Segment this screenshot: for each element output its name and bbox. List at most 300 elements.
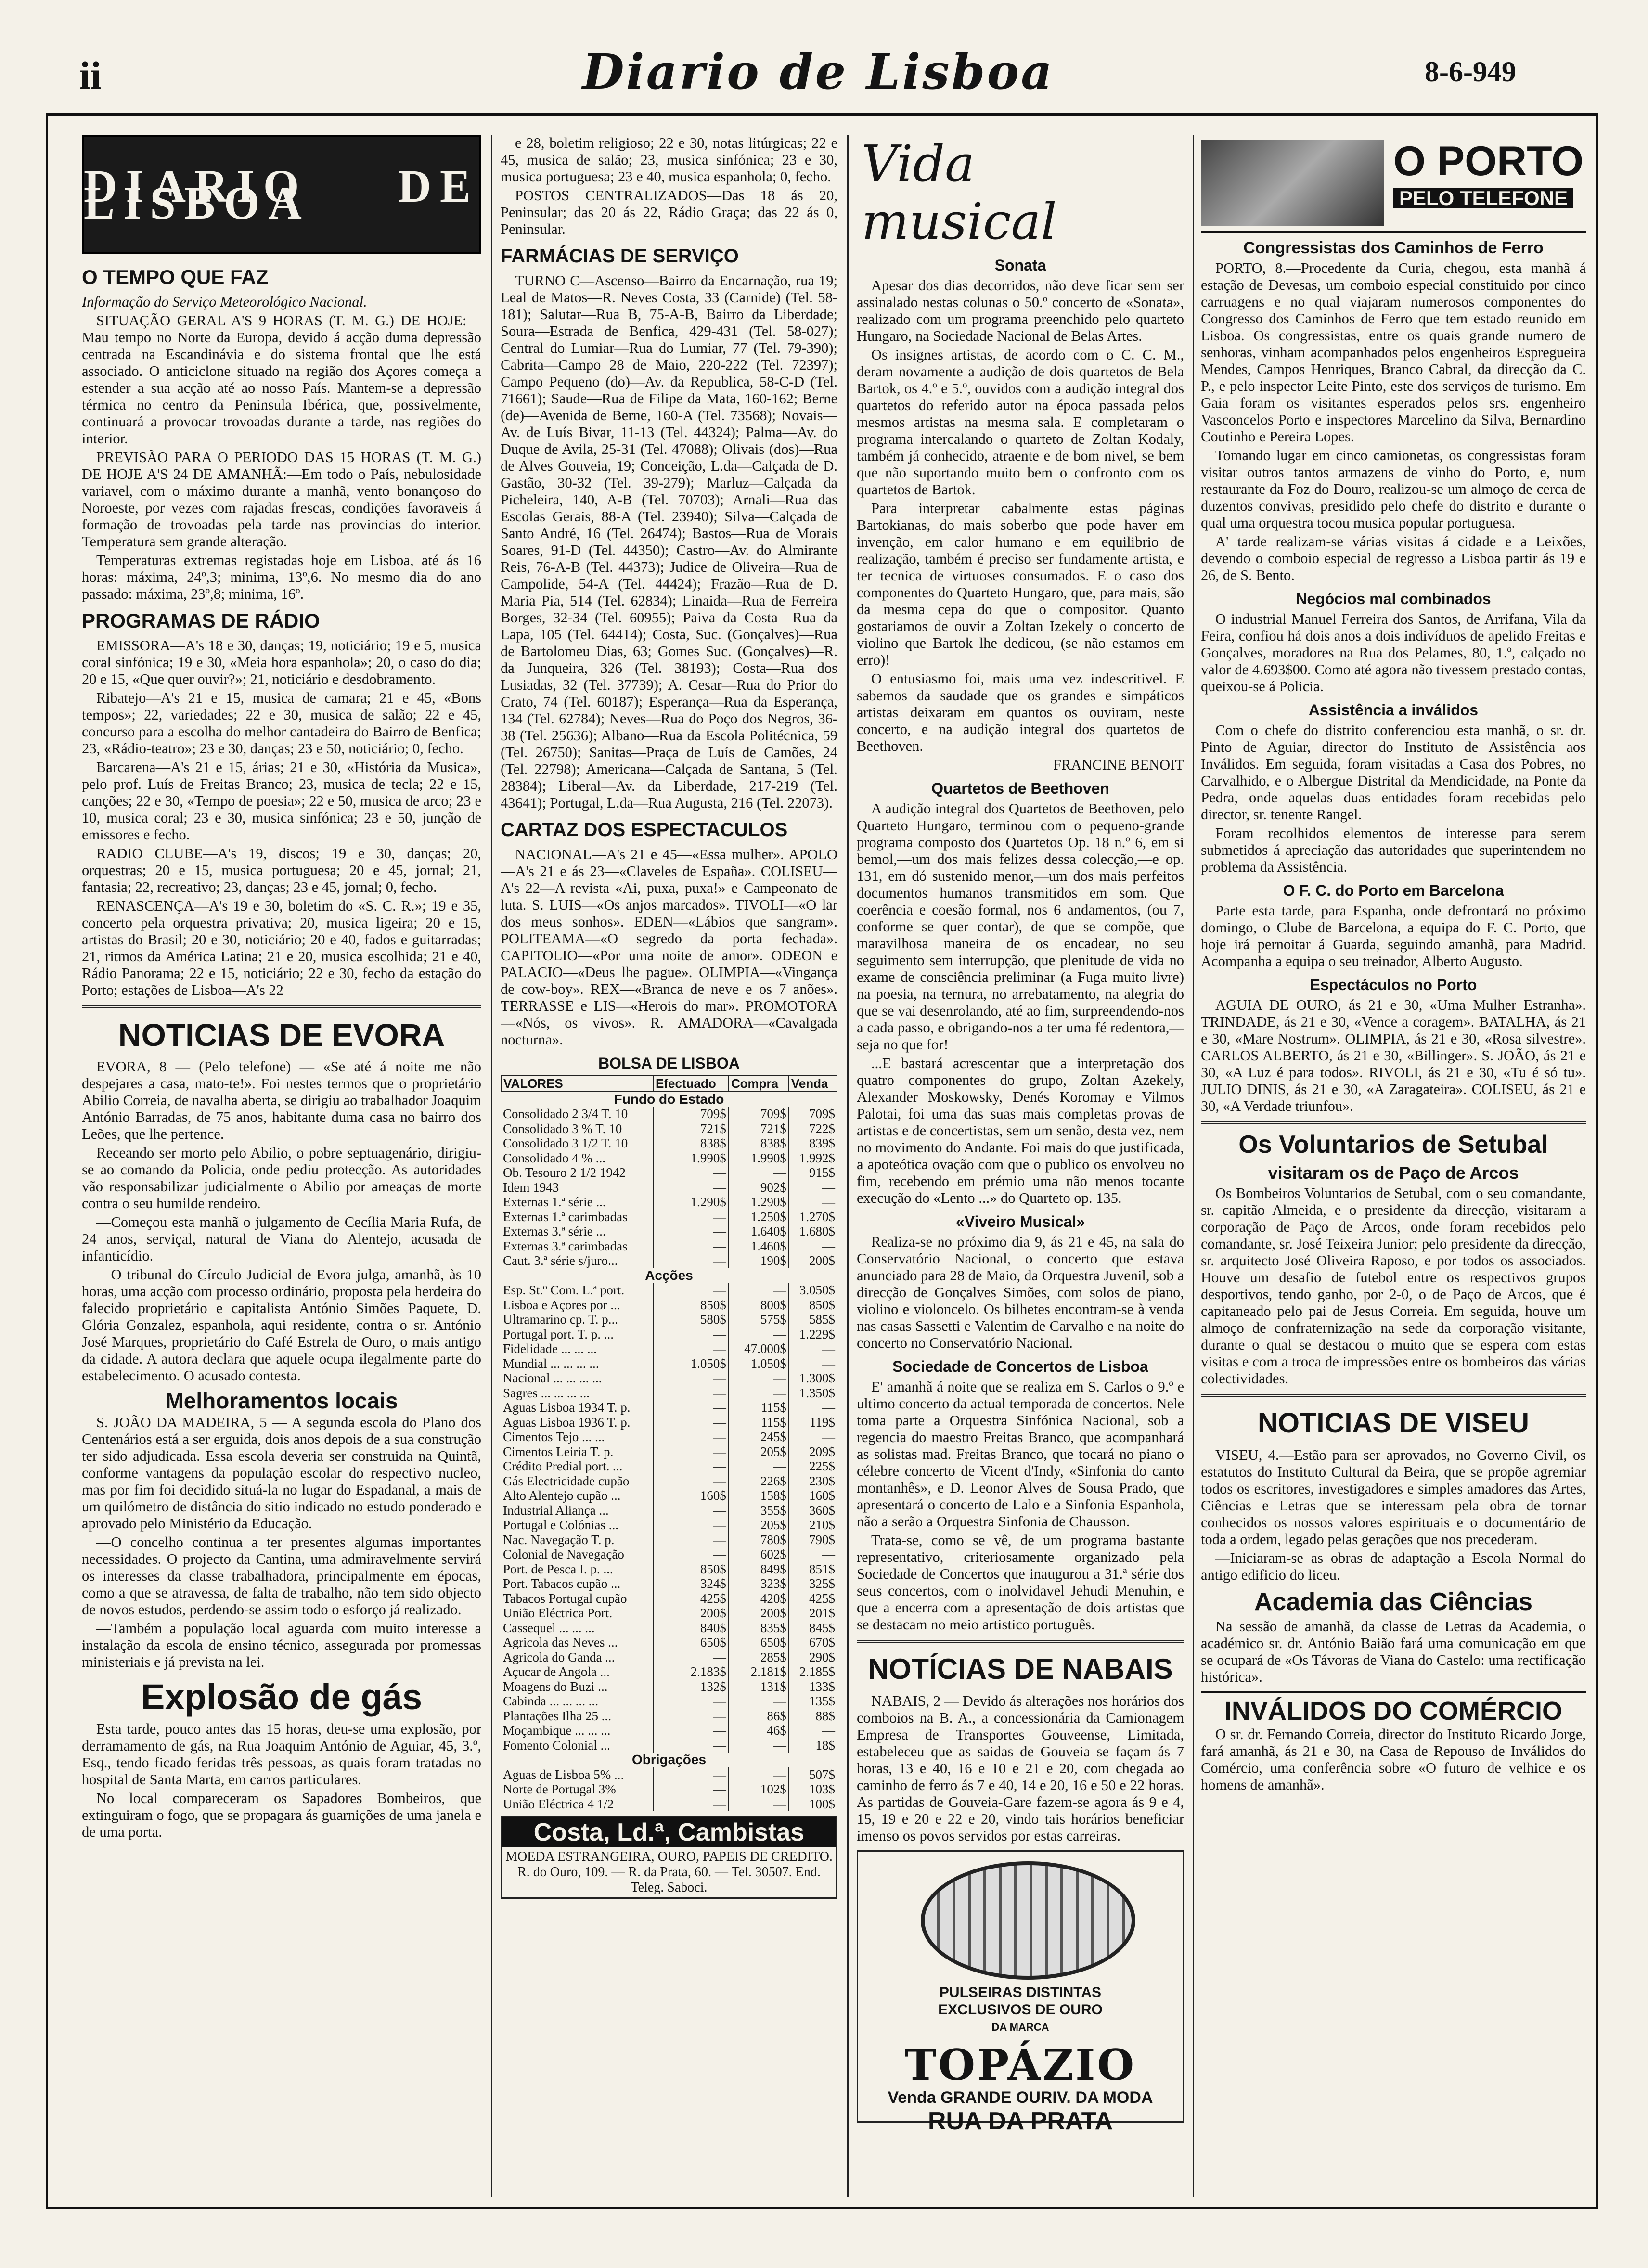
table-row — [501, 1180, 837, 1195]
radio-paragraph: Ribatejo—A's 21 e 15, musica de camara; 21 e 45, «Bons tempos»; 22, variedades; 22 e 30, musica de salão; 22 e 45, concurso para a escolha do melhor cantadeira do Bairro de Benfica; 23, «Rádio-teatro»; 23 e 30, danças; 23 e 50, noticiário; 0, fecho. — [82, 690, 481, 757]
security-name-cell: Externas 1.ª série ... — [503, 1195, 606, 1209]
farmacias-paragraph: TURNO C—Ascenso—Bairro da Encarnação, rua 19; Leal de Matos—R. Neves Costa, 33 (Carnide) (Tel. 58-181); Salutar—Rua B, 75-A-B, Bairro da Liberdade; Soura—Estrada de Benfica, 429-431 (Tel. 58-027); Central do Lumiar—Rua do Lumiar, 77 (Tel. 79-390); Cabrita—Campo 28 de Maio, 220-222 (Tel. 72397); Campo Pequeno (do)—Av. da Republica, 58-C-D (Tel. 71661); Saude—Rua de Filipe da Mata, 160-162; Berne (de)—Avenida de Berne, 160-A (Tel. 73568); Novais—Av. de Luís Bivar, 11-13 (Tel. 44324); Palma—Av. do Duque de Avila, 25-31 (Tel. 47088); Olivais (dos)—Rua de Alves Gouveia, 19; Conceição, L.da—Calçada de D. Gastão, 30-32 (Tel. 39-279); Marluz—Calçada da Picheleira, 140, A-B (Tel. 70703); Arnali—Rua das Escolas Gerais, 88-A (Tel. 23940); Silva—Calçada de Santo André, 16 (Tel. 26474); Bastos—Rua de Morais Soares, 91-D (Tel. 44350); Castro—Av. do Almirante Reis, 76-A-B (Tel. 44373); Judice de Oliveira—Rua de Campolide, 54-A (Tel. 44424); Frazão—Rua de D. Maria Pia, 514 (Tel. 62834); Linaida—Rua de Ferreira Borges, 32-34 (Tel. 60955); Paiva da Costa—Rua da Lapa, 105 (Tel. 64414); Costa, Suc. (Gonçalves)—Rua de Bartolomeu Dias, 63; Gomes Suc. (Gonçalves)—R. da Junqueira, 326 (Tel. 38193); Costa—Rua dos Lusiadas, 32 (Tel. 37739); A. Cesar—Rua do Prior do Crato, 74 (Tel. 60187); Esperança—Rua da Esperança, 134 (Tel. 62784); Neves—Rua do Poço dos Negros, 36-38 (Tel. 25636); Albano—Rua da Escola Politécnica, 59 (Tel. 26750); Sanitas—Praça de Luís de Camões, 24 (Tel. 22798); Americana—Calçada de Santana, 5 (Tel. 28384); Liberal—Av. da Liberdade, 217-219 (Tel. 43641); Portugal, L.da—Rua Augusta, 216 (Tel. 22073). — [501, 272, 837, 811]
price-cell: 721$ — [729, 1121, 789, 1136]
price-cell: 2.181$ — [729, 1664, 789, 1679]
price-cell: — — [789, 1356, 837, 1371]
weather-paragraph: PREVISÃO PARA O PERIODO DAS 15 HORAS (T. M. G.) DE HOJE A'S 24 DE AMANHÃ:—Em todo o País, nebulosidade variavel, com o máximo durante a manhã, vento bonançoso do Noroeste, por vezes com rajadas frescas, condições favoraveis á formação de trovoadas pela tarde nas provincias do interior. Temperatura sem grande alteração. — [82, 449, 481, 550]
security-name-cell: Esp. St.º Com. L.ª port. — [503, 1283, 625, 1297]
price-cell: 709$ — [653, 1107, 729, 1121]
table-row — [501, 1679, 837, 1694]
price-cell: 580$ — [653, 1312, 729, 1327]
price-cell: 200$ — [729, 1606, 789, 1621]
section-rule — [1201, 1394, 1586, 1397]
price-cell: 602$ — [729, 1547, 789, 1562]
price-cell: 209$ — [789, 1444, 837, 1459]
price-cell: 1.460$ — [729, 1239, 789, 1254]
price-cell: — — [653, 1474, 729, 1489]
price-cell: 845$ — [789, 1621, 837, 1636]
table-row — [501, 1518, 837, 1533]
price-cell: 360$ — [789, 1503, 837, 1518]
price-cell: — — [729, 1386, 789, 1401]
price-cell: 790$ — [789, 1533, 837, 1547]
nabais-paragraph: NABAIS, 2 — Devido ás alterações nos horários dos comboios na B. A., a concessionária da Camionagem Empresa de Transportes Gouveense, Limitada, estabeleceu que as saidas de Gouveia se façam ás 7 horas, 13 e 40, 16 e 10 e 21 e 20, com chegada ao caminho de ferro ás 7 e 40, 14 e 20, 16 e 50 e 22 horas. As partidas de Gouveia-Gare fazem-se agora ás 9 e 4, 15, 19 e 20 e 22 e 20, vindo tais horários beneficiar imenso os povos servidos por estas carreiras. — [857, 1693, 1184, 1844]
price-cell: — — [653, 1371, 729, 1386]
table-section-label: Acções — [645, 1267, 693, 1283]
price-cell: 230$ — [789, 1474, 837, 1489]
price-cell: — — [653, 1459, 729, 1474]
price-cell: 1.290$ — [653, 1195, 729, 1210]
table-row — [501, 1165, 837, 1180]
explosao-paragraph: No local compareceram os Sapadores Bombeiros, que extinguiram o fogo, que se propagara ás guarnições de uma janela e de uma porta. — [82, 1790, 481, 1840]
col-header: Venda — [789, 1076, 837, 1092]
table-row — [501, 1430, 837, 1444]
table-row — [501, 1107, 837, 1121]
evora-paragraph: —O tribunal do Círculo Judicial de Evora julga, amanhã, às 10 horas, uma acção com processo ordinário, proposta pela herdeira do falecido proprietário e capitalista António Simões Paquete, D. Glória Gonzalez, espanhola, aqui residente, contra o sr. António José Marques, proprietário do Café Estrela de Ouro, o mais antigo da cidade. A autora declara que aquele ocupa ilegalmente parte do estabelecimento. O acusado contesta. — [82, 1266, 481, 1384]
table-row — [501, 1738, 837, 1753]
price-cell: 585$ — [789, 1312, 837, 1327]
price-cell: 285$ — [729, 1650, 789, 1665]
price-cell: — — [729, 1371, 789, 1386]
sociedade-concertos-paragraph: Trata-se, como se vê, de um programa bastante representativo, criteriosamente organizado pela Sociedade de Concertos que inaugurou a 31.ª série dos seus concertos, com o inolvidavel Jehudi Menuhin, e que a encerra com a apresentação de dois artistas que se destacam no meio artistico português. — [857, 1532, 1184, 1633]
evora-heading: NOTICIAS DE EVORA — [118, 1017, 445, 1053]
price-cell: 245$ — [729, 1430, 789, 1444]
price-cell: 132$ — [653, 1679, 729, 1694]
table-row — [501, 1415, 837, 1430]
price-cell: 850$ — [789, 1298, 837, 1313]
table-row — [501, 1356, 837, 1371]
security-name-cell: Cassequel ... ... ... — [503, 1620, 595, 1635]
evora-paragraph: Receando ser morto pelo Abilio, o pobre septuagenário, dirigiu-se ao comando da Policia, onde pediu protecção. As autoridades vão responsabilizar judicialmente o Abilio por ameaças de morte contra o seu humilde rendeiro. — [82, 1145, 481, 1211]
price-cell: 849$ — [729, 1562, 789, 1577]
voluntarios-paragraph: Os Bombeiros Voluntarios de Setubal, com o seu comandante, sr. capitão Almeida, e o presidente da direcção, visitaram a corporação de Paço de Arcos, onde foram recebidos pelo comandante, sr. José Teixeira Junior; pelo presidente da direcção, sr. arquitecto José Oliveira Raposo, e por todos os associados. Houve um desafio de futebol entre os respectivos grupos desportivos, tendo ganho, por 2-0, o de Paço de Arcos, que é capitaneado pelo pai de Jesus Correia. Em seguida, houve um almoço de confraternização na sede da corporação visitante, durante o qual se destacou o muito que se espera com estas visitas e com a troca de impressões entre os bombeiros das várias colectividades. — [1201, 1185, 1586, 1387]
price-cell: — — [789, 1723, 837, 1738]
issue-date: 8-6-949 — [1425, 56, 1516, 88]
price-cell: 115$ — [729, 1415, 789, 1430]
security-name-cell: Agricola das Neves ... — [503, 1635, 618, 1649]
table-row — [501, 1400, 837, 1415]
security-name-cell: Caut. 3.ª série s/juro... — [503, 1253, 618, 1268]
radio-paragraph: RENASCENÇA—A's 19 e 30, boletim do «S. C. R.»; 19 e 35, concerto pela orquestra privativa; 20, musica ligeira; 20 e 15, artistas do Brasil; 20 e 30, noticiário; 20 e 40, fados e guitarradas; 21, ritmos da América Latina; 21 e 20, musica escolhida; 21 e 40, Rádio Panorama; 22 e 15, noticiário; 22 e 30, fecho da estação do Porto; estações de Lisboa—A's 22 — [82, 898, 481, 998]
price-cell: — — [653, 1165, 729, 1180]
porto-subtitle: PELO TELEFONE — [1393, 188, 1573, 208]
column-divider — [847, 135, 849, 2197]
assistencia-paragraph: Com o chefe do distrito conferenciou esta manhã, o sr. dr. Pinto de Aguiar, director do Instituto de Assistência aos Inválidos. Em seguida, foram visitadas a Casa dos Pobres, no Carvalhido, e o Albergue Distrital da Mendicidade, na Ponte da Pedra, onde aquelas duas entidades foram recebidas pelo director, sr. tenente Rangel. — [1201, 722, 1586, 823]
price-cell: 800$ — [729, 1298, 789, 1313]
congressistas-paragraph: PORTO, 8.—Procedente da Curia, chegou, esta manhã á estação de Devesas, um comboio especial constituido por cinco carruagens e no qual viajaram numerosos componentes do Congresso dos Caminhos de Ferro que tem estado reunido em Lisboa. Os congressistas, entre os quais grande numero de senhoras, vinham acompanhados pelos engenheiros Espregueira Mendes, Campos Henriques, Branco Cabral, da direcção da C. P., e pelo inspector Leite Pinto, este dos serviços de turismo. Em Gaia foram os visitantes esperados pelos srs. engenheiro Vasconcelos Porto e inspectores Marcelino da Silva, Bernardino Coutinho e Pereira Lopes. — [1201, 260, 1586, 445]
price-cell: 226$ — [729, 1474, 789, 1489]
col-header: Efectuado — [653, 1076, 729, 1092]
assistencia-paragraph: Foram recolhidos elementos de interesse para serem submetidos á apreciação das autoridades que superintendem no problema da Assistência. — [1201, 825, 1586, 875]
price-cell: — — [653, 1415, 729, 1430]
price-cell: — — [653, 1797, 729, 1812]
price-cell: 205$ — [729, 1444, 789, 1459]
price-cell: 1.050$ — [653, 1356, 729, 1371]
beethoven-paragraph: ...E bastará acrescentar que a interpretação dos quatro componentes do grupo, Zoltan Azekely, Alexander Moskowsky, Denés Koromay e Vilmos Palotai, foi uma das suas mais completas provas de artistas e de concertistas, sem um senão, desta vez, nem no movimento do Andante. Foi mais do que justificada, a apoteótica ovação com que o publico os envolveu no fim, recebendo em prémio uma não menos tocante execução do «Lento ...» do Quarteto op. 135. — [857, 1055, 1184, 1206]
price-cell: — — [653, 1503, 729, 1518]
table-row — [501, 1474, 837, 1489]
cartaz-paragraph: NACIONAL—A's 21 e 45—«Essa mulher». APOLO—A's 21 e ás 23—«Claveles de España». COLISEU—A's 22—A revista «Ai, puxa, puxa!» e Campeonato de luta. S. LUIS—«Os anjos marcados». TIVOLI—«O lar dos meus sonhos». EDEN—«Lábios que sangram». POLITEAMA—«O segredo da porta fechada». CAPITOLIO—«Por uma noite de amor». ODEON e PALACIO—«Deus lhe pague». OLIMPIA—«Vingança de cow-boy». REX—«Branca de neve e os 7 anões». TERRASSE e LIS—«Herois do mar». PROMOTORA—«Nós, os vivos». R. AMADORA—«Cavalgada nocturna». — [501, 846, 837, 1048]
table-row — [501, 1606, 837, 1621]
table-header-row — [501, 1076, 837, 1092]
invalidos-paragraph: O sr. dr. Fernando Correia, director do Instituto Ricardo Jorge, fará amanhã, ás 21 e 30, na Casa de Repouso de Inválidos do Comércio, uma conferência sobre «O futuro de velhice e os homens de amanhã». — [1201, 1726, 1586, 1793]
price-cell: — — [789, 1180, 837, 1195]
table-row — [501, 1459, 837, 1474]
explosao-heading: Explosão de gás — [141, 1677, 422, 1717]
price-cell: 131$ — [729, 1679, 789, 1694]
sonata-paragraph: Apesar dos dias decorridos, não deve ficar sem ser assinalado nestas colunas o 50.º concerto de «Sonata», realizado com um programa preenchido pelo quarteto Hungaro, na Sociedade Nacional de Belas Artes. — [857, 277, 1184, 344]
fcporto-paragraph: Parte esta tarde, para Espanha, onde defrontará no próximo domingo, o Clube de Barcelona, a equipa do F. C. Porto, que hoje irá pernoitar á Guarda, seguindo amanhã, para Madrid. Acompanha a equipa o seu treinador, Alberto Augusto. — [1201, 902, 1586, 969]
melhoramentos-paragraph: —O concelho continua a ter presentes algumas importantes necessidades. O projecto da Cantina, uma admiravelmente servirá os interesses da classe trabalhadora, principalmente em épocas, como a que se atravessa, de falta de trabalho, não tem sido objecto de novos estudos, perdendo-se assim todo o esforço já realizado. — [82, 1534, 481, 1618]
price-cell: 1.050$ — [729, 1356, 789, 1371]
bracelet-illustration — [921, 1861, 1135, 1980]
bolsa-table-body — [501, 1092, 837, 1812]
bolsa-table — [501, 1075, 837, 1811]
price-cell: 915$ — [789, 1165, 837, 1180]
radio-heading: PROGRAMAS DE RÁDIO — [82, 609, 320, 632]
price-cell: 839$ — [789, 1136, 837, 1151]
price-cell: 200$ — [789, 1253, 837, 1268]
price-cell: 838$ — [653, 1136, 729, 1151]
advert-text — [858, 1984, 1183, 2135]
espectaculos-heading: Espectáculos no Porto — [1310, 976, 1477, 993]
academia-paragraph: Na sessão de amanhã, da classe de Letras da Academia, o académico sr. dr. António Baião fará uma comunicação em que se ocupará de «Os Távoras de Viana do Castelo: uma rectificação histórica». — [1201, 1618, 1586, 1685]
table-row — [501, 1782, 837, 1797]
table-row — [501, 1239, 837, 1254]
table-row — [501, 1664, 837, 1679]
security-name-cell: Port. Tabacos cupão ... — [503, 1576, 621, 1591]
nabais-heading: NOTÍCIAS DE NABAIS — [868, 1653, 1173, 1685]
security-name-cell: Nacional ... ... ... ... — [503, 1371, 602, 1385]
price-cell: — — [729, 1459, 789, 1474]
price-cell: — — [653, 1341, 729, 1356]
page-header — [0, 0, 1648, 111]
table-section-label: Fundo do Estado — [614, 1091, 724, 1107]
security-name-cell: Externas 3.ª série ... — [503, 1224, 606, 1238]
security-name-cell: Externas 1.ª carimbadas — [503, 1209, 628, 1224]
price-cell: 709$ — [789, 1107, 837, 1121]
security-name-cell: Consolidado 2 3/4 T. 10 — [503, 1107, 628, 1121]
price-cell: 1.990$ — [653, 1151, 729, 1166]
price-cell: — — [653, 1239, 729, 1254]
security-name-cell: Colonial de Navegação — [503, 1547, 624, 1561]
price-cell: 722$ — [789, 1121, 837, 1136]
melhoramentos-heading: Melhoramentos locais — [165, 1388, 398, 1413]
evora-paragraph: EVORA, 8 — (Pelo telefone) — «Se até á noite me não despejares a casa, mato-te!». Foi nestes termos que o proprietário Abilio Correia, de navalha aberta, se dirigiu ao trabalhador Joaquim António Barradas, de 75 anos, habitante duma casa no bairro dos Leões, que lhe pertence. — [82, 1058, 481, 1142]
weather-paragraph: SITUAÇÃO GERAL A'S 9 HORAS (T. M. G.) DE HOJE:—Mau tempo no Norte da Europa, devido á acção duma depressão centrada na Escandinávia e do sistema frontal que lhe está associado. O anticiclone situado na região dos Açores começa a estender a sua acção até ao nosso País. Mantem-se a depressão térmica no centro da Peninsula Ibérica, que, possivelmente, continuará a provocar trovoadas durante a tarde, nas regiões do interior. — [82, 312, 481, 447]
price-cell: 115$ — [729, 1400, 789, 1415]
topazio-advert — [857, 1850, 1184, 2135]
price-cell: — — [653, 1547, 729, 1562]
price-cell: 133$ — [789, 1679, 837, 1694]
viseu-paragraph: —Iniciaram-se as obras de adaptação a Escola Normal do antigo edificio do liceu. — [1201, 1550, 1586, 1583]
table-section-row — [501, 1753, 837, 1767]
price-cell: 1.990$ — [729, 1151, 789, 1166]
security-name-cell: União Eléctrica Port. — [503, 1606, 613, 1620]
price-cell: — — [729, 1738, 789, 1753]
melhoramentos-paragraph: S. JOÃO DA MADEIRA, 5 — A segunda escola do Plano dos Centenários está a ser erguida, dois anos depois de a sua construção ter sido adjudicada. Essa escola deveria ser construida na Quintã, conforme vantagens da população escolar do respectivo nucleo, mas por fim foi decidido situá-la no lugar do Espadanal, a mais de um quilómetro de distância do sitio indicado no estudo ponderado e aprovado pelo Ministério da Educação. — [82, 1414, 481, 1532]
security-name-cell: Port. de Pesca I. p. ... — [503, 1561, 613, 1576]
security-name-cell: Agricola do Ganda ... — [503, 1649, 615, 1664]
price-cell: 190$ — [729, 1253, 789, 1268]
price-cell: 1.992$ — [789, 1151, 837, 1166]
column-3 — [857, 135, 1184, 2197]
column-divider — [1193, 135, 1194, 2197]
col-header: VALORES — [501, 1076, 653, 1092]
radio-paragraph: RADIO CLUBE—A's 19, discos; 19 e 30, danças; 20, orquestras; 20 e 15, musica portuguesa; 20 e 45, jornal; 21, fantasia; 22, recreativo; 23, danças; 23 e 45, jornal; 0, fecho. — [82, 845, 481, 895]
price-cell: 721$ — [653, 1121, 729, 1136]
table-row — [501, 1650, 837, 1665]
price-cell: 1.270$ — [789, 1210, 837, 1224]
price-cell: 200$ — [653, 1606, 729, 1621]
vida-musical-title: Vida musical — [862, 135, 1057, 251]
assistencia-heading: Assistência a inválidos — [1308, 701, 1479, 719]
sonata-paragraph: Os insignes artistas, de acordo com o C. C. M., deram novamente a audição de dois quartetos de Bela Bartok, os 4.º e 5.º, ouvidos com a audição integral dos quartetos do referido autor na época passada pelos mesmos artistas na mesma sala. E completaram o programa intercalando o quarteto de Zoltan Kodaly, também já conhecido, atraente e de bom nivel, se bem que não suportando muito bem o confronto com os quartetos de Bartok. — [857, 347, 1184, 498]
table-row — [501, 1621, 837, 1636]
radio-paragraph: Barcarena—A's 21 e 15, árias; 21 e 30, «História da Musica», pelo prof. Luís de Freitas Branco; 23, musica de tecla; 22 e 15, canções; 22 e 30, «Tempo de poesia»; 22 e 50, musica de arco; 23 e 10, musica coral; 23 e 30, musica sinfónica; 23 e 50, junção de emissores e fecho. — [82, 759, 481, 843]
price-cell: — — [653, 1224, 729, 1239]
price-cell: — — [653, 1400, 729, 1415]
price-cell: 18$ — [789, 1738, 837, 1753]
security-name-cell: Mundial ... ... ... ... — [503, 1356, 599, 1371]
porto-bridge-illustration — [1201, 140, 1384, 226]
price-cell: 851$ — [789, 1562, 837, 1577]
security-name-cell: Açucar de Angola ... — [503, 1664, 610, 1679]
table-row — [501, 1709, 837, 1724]
table-row — [501, 1503, 837, 1518]
table-row — [501, 1298, 837, 1313]
price-cell: — — [653, 1444, 729, 1459]
table-row — [501, 1533, 837, 1547]
price-cell: 1.300$ — [789, 1371, 837, 1386]
security-name-cell: Ob. Tesouro 2 1/2 1942 — [503, 1165, 626, 1180]
price-cell: — — [729, 1327, 789, 1342]
postos-paragraph: POSTOS CENTRALIZADOS—Das 18 ás 20, Peninsular; das 20 ás 22, Rádio Graça; das 22 ás 0, Peninsular. — [501, 187, 837, 237]
table-row — [501, 1591, 837, 1606]
security-name-cell: Gás Electricidade cupão — [503, 1473, 630, 1488]
security-name-cell: Industrial Aliança ... — [503, 1503, 609, 1518]
evora-paragraph: —Começou esta manhã o julgamento de Cecília Maria Rufa, de 24 anos, serviçal, natural de Viana do Alentejo, acusada de infanticídio. — [82, 1214, 481, 1264]
price-cell: 160$ — [789, 1488, 837, 1503]
security-name-cell: Alto Alentejo cupão ... — [503, 1488, 621, 1503]
column-divider — [491, 135, 492, 2197]
price-cell: 46$ — [729, 1723, 789, 1738]
table-row — [501, 1121, 837, 1136]
table-row — [501, 1341, 837, 1356]
price-cell: 670$ — [789, 1635, 837, 1650]
beethoven-paragraph: A audição integral dos Quartetos de Beethoven, pelo Quarteto Hungaro, terminou com o pequeno-grande programa composto dos Quartetos Op. 18 n.º 6, em si bemol,—um dos mais felizes dessa colecção,—e op. 131, em dó sustenido menor,—um dos mais perfeitos documentos humanos transmitidos em som. Que coerência e coesão formal, nos 6 andamentos, (ou 7, conforme se quer contar), de que se compõe, que maravilhosa maneira de os encadear, no seu seguimento sem interrupção, que plenitude de vida no exame de consciência preliminar (a Fuga muito livre) na poesia, na ternura, no arrebatamento, na alegria do que se vai desenrolando, até ao fim, surpreendendo-nos a cada passo, e obrigando-nos a ter uma fé redentora,—seja no que for! — [857, 800, 1184, 1053]
price-cell: 650$ — [653, 1635, 729, 1650]
voluntarios-heading: Os Voluntarios de Setubal — [1238, 1131, 1548, 1159]
column-1 — [82, 135, 481, 2197]
price-cell: 1.640$ — [729, 1224, 789, 1239]
price-cell: 1.350$ — [789, 1386, 837, 1401]
security-name-cell: União Eléctrica 4 1/2 — [503, 1796, 614, 1811]
advert-address: RUA DA PRATA — [927, 2107, 1113, 2135]
invalidos-heading: INVÁLIDOS DO COMÉRCIO — [1201, 1691, 1586, 1726]
price-cell: — — [729, 1797, 789, 1812]
porto-title: O PORTO — [1393, 138, 1584, 184]
table-section-label: Obrigações — [631, 1752, 707, 1767]
espectaculos-paragraph: AGUIA DE OURO, ás 21 e 30, «Uma Mulher Estranha». TRINDADE, ás 21 e 30, «Vence a coragem». BATALHA, ás 21 e 30, «Mare Nostrum». OLIMPIA, ás 21 e 30, «Rosa silvestre». CARLOS ALBERTO, ás 21 e 30, «Billinger». S. JOÃO, ás 21 e 30, «A Luz é para todos». RIVOLI, ás 21 e 30, «Tu é só tu». JULIO DINIS, ás 21 e 30, «A Zaragateira». COLISEU, ás 21 e 30, «A Verdade triunfou». — [1201, 997, 1586, 1114]
price-cell: — — [653, 1180, 729, 1195]
price-cell: — — [789, 1341, 837, 1356]
advert-line: PULSEIRAS DISTINTAS — [939, 1984, 1102, 2000]
price-cell: — — [789, 1430, 837, 1444]
beethoven-heading: Quartetos de Beethoven — [931, 780, 1109, 797]
section-rule — [82, 1005, 481, 1008]
price-cell: — — [653, 1210, 729, 1224]
price-cell: 425$ — [789, 1591, 837, 1606]
price-cell: 425$ — [653, 1591, 729, 1606]
advert-brand: TOPÁZIO — [904, 2040, 1136, 2090]
section-rule — [1201, 1121, 1586, 1124]
price-cell: 210$ — [789, 1518, 837, 1533]
price-cell: 205$ — [729, 1518, 789, 1533]
price-cell: 835$ — [729, 1621, 789, 1636]
security-name-cell: Cabinda ... ... ... ... — [503, 1694, 598, 1708]
price-cell: — — [653, 1694, 729, 1709]
table-row — [501, 1562, 837, 1577]
price-cell: — — [789, 1547, 837, 1562]
price-cell: 47.000$ — [729, 1341, 789, 1356]
price-cell: 201$ — [789, 1606, 837, 1621]
security-name-cell: Idem 1943 — [503, 1180, 559, 1195]
viveiro-paragraph: Realiza-se no próximo dia 9, ás 21 e 45, na sala do Conservatório Nacional, o concerto que estava anunciado para 28 de Maio, da Orquestra Juvenil, sob a direcção de Gonçalves Simões, com solos de piano, violino e violoncelo. Os bilhetes encontram-se à venda nas casas Sassetti e Valentim de Carvalho e na noite do concerto no Conservatório Nacional. — [857, 1234, 1184, 1351]
sonata-paragraph: O entusiasmo foi, mais uma vez indescritivel. E sabemos da saudade que os grandes e simpáticos artistas deixaram em quantos os ouviram, neste concerto, e na audição integral dos quartetos de Beethoven. — [857, 670, 1184, 754]
table-section-row — [501, 1092, 837, 1107]
price-cell: 160$ — [653, 1488, 729, 1503]
price-cell: 135$ — [789, 1694, 837, 1709]
price-cell: 88$ — [789, 1709, 837, 1724]
price-cell: 225$ — [789, 1459, 837, 1474]
price-cell: 103$ — [789, 1782, 837, 1797]
price-cell: 86$ — [729, 1709, 789, 1724]
price-cell: — — [653, 1327, 729, 1342]
security-name-cell: Crédito Predial port. ... — [503, 1459, 623, 1473]
table-row — [501, 1723, 837, 1738]
price-cell: — — [653, 1253, 729, 1268]
viveiro-heading: «Viveiro Musical» — [956, 1213, 1085, 1230]
academia-heading: Academia das Ciências — [1254, 1588, 1533, 1616]
advert-line: EXCLUSIVOS DE OURO — [938, 2002, 1103, 2018]
price-cell: — — [729, 1694, 789, 1709]
price-cell: 650$ — [729, 1635, 789, 1650]
security-name-cell: Consolidado 4 % ... — [503, 1150, 605, 1165]
price-cell: 100$ — [789, 1797, 837, 1812]
page-number: ii — [79, 53, 102, 97]
table-row — [501, 1797, 837, 1812]
price-cell: — — [729, 1165, 789, 1180]
price-cell: — — [653, 1767, 729, 1782]
security-name-cell: Fomento Colonial ... — [503, 1738, 610, 1753]
price-cell: 902$ — [729, 1180, 789, 1195]
price-cell: — — [653, 1283, 729, 1298]
table-row — [501, 1151, 837, 1166]
price-cell: 850$ — [653, 1298, 729, 1313]
security-name-cell: Plantações Ilha 25 ... — [503, 1708, 611, 1723]
fcporto-heading: O F. C. do Porto em Barcelona — [1283, 882, 1504, 899]
congressistas-paragraph: A' tarde realizam-se várias visitas á cidade e a Leixões, devendo o comboio especial de regresso a Lisboa partir ás 19 e 26, de S. Bento. — [1201, 533, 1586, 583]
section-rule — [857, 1640, 1184, 1643]
table-row — [501, 1694, 837, 1709]
price-cell: 325$ — [789, 1576, 837, 1591]
sonata-heading: Sonata — [994, 257, 1046, 274]
negocios-paragraph: O industrial Manuel Ferreira dos Santos, de Arrifana, Vila da Feira, confiou há dois anos a dois indivíduos de apelido Freitas e Gonçalves, moradores na Rua dos Pelames, 80, 1.º, calçado no valor de 4.693$00. Como até agora não tivessem prestado contas, queixou-se á Policia. — [1201, 611, 1586, 695]
table-row — [501, 1635, 837, 1650]
table-row — [501, 1444, 837, 1459]
price-cell: 1.290$ — [729, 1195, 789, 1210]
table-row — [501, 1386, 837, 1401]
sociedade-concertos-heading: Sociedade de Concertos de Lisboa — [892, 1358, 1148, 1375]
price-cell: — — [789, 1195, 837, 1210]
newspaper-page — [46, 113, 1598, 2209]
price-cell: 507$ — [789, 1767, 837, 1782]
security-name-cell: Cimentos Leiria T. p. — [503, 1444, 614, 1459]
security-name-cell: Moçambique ... ... ... — [503, 1723, 611, 1738]
security-name-cell: Tabacos Portugal cupão — [503, 1591, 627, 1606]
price-cell: 102$ — [729, 1782, 789, 1797]
security-name-cell: Moagens do Buzi ... — [503, 1679, 608, 1694]
table-row — [501, 1312, 837, 1327]
price-cell: 1.680$ — [789, 1224, 837, 1239]
price-cell: — — [653, 1650, 729, 1665]
price-cell: 575$ — [729, 1312, 789, 1327]
advert-line: Venda GRANDE OURIV. DA MODA — [888, 2088, 1153, 2107]
price-cell: — — [789, 1400, 837, 1415]
table-row — [501, 1136, 837, 1151]
security-name-cell: Consolidado 3 % T. 10 — [503, 1121, 622, 1136]
table-section-row — [501, 1268, 837, 1283]
weather-subtitle: Informação do Serviço Meteorológico Nacional. — [82, 294, 367, 310]
security-name-cell: Lisboa e Açores por ... — [503, 1297, 620, 1312]
negocios-heading: Negócios mal combinados — [1296, 590, 1491, 607]
price-cell: 3.050$ — [789, 1283, 837, 1298]
price-cell: 838$ — [729, 1136, 789, 1151]
table-row — [501, 1371, 837, 1386]
col-header: Compra — [729, 1076, 789, 1092]
price-cell: 840$ — [653, 1621, 729, 1636]
security-name-cell: Fidelidade ... ... ... — [503, 1341, 597, 1356]
explosao-paragraph: Esta tarde, pouco antes das 15 horas, deu-se uma explosão, por derramamento de gás, na Rua Joaquim António de Aguiar, 45, 3.º, Esq., tendo ficado feridas três pessoas, as quais foram tratadas no hospital de Santa Marta, em carros particulares. — [82, 1721, 481, 1788]
price-cell: — — [653, 1738, 729, 1753]
price-cell: 2.185$ — [789, 1664, 837, 1679]
security-name-cell: Portugal port. T. p. ... — [503, 1327, 614, 1341]
viseu-heading: NOTICIAS DE VISEU — [1258, 1407, 1529, 1439]
price-cell: 324$ — [653, 1576, 729, 1591]
security-name-cell: Aguas Lisboa 1936 T. p. — [503, 1415, 631, 1430]
price-cell: — — [653, 1782, 729, 1797]
masthead: Diario de Lisboa — [582, 43, 1055, 100]
voluntarios-subheading: visitaram os de Paço de Arcos — [1268, 1163, 1519, 1183]
price-cell: — — [789, 1239, 837, 1254]
farmacias-heading: FARMÁCIAS DE SERVIÇO — [501, 245, 739, 267]
price-cell: — — [653, 1386, 729, 1401]
security-name-cell: Aguas de Lisboa 5% ... — [503, 1767, 624, 1782]
table-row — [501, 1283, 837, 1298]
security-name-cell: Norte de Portugal 3% — [503, 1782, 616, 1796]
weather-paragraph: Temperaturas extremas registadas hoje em Lisboa, até ás 16 horas: máxima, 24º,3; minima, 13º,6. No mesmo dia do ano passado: máxima, 23º,8; minima, 16º. — [82, 552, 481, 602]
congressistas-heading: Congressistas dos Caminhos de Ferro — [1243, 239, 1544, 257]
security-name-cell: Nac. Navegação T. p. — [503, 1532, 615, 1547]
article-signature: FRANCINE BENOIT — [1053, 757, 1184, 773]
security-name-cell: Consolidado 3 1/2 T. 10 — [503, 1136, 628, 1150]
price-cell: — — [729, 1283, 789, 1298]
price-cell: 780$ — [729, 1533, 789, 1547]
bolsa-heading: BOLSA DE LISBOA — [598, 1055, 740, 1072]
table-row — [501, 1576, 837, 1591]
security-name-cell: Cimentos Tejo ... ... — [503, 1430, 605, 1444]
price-cell: 850$ — [653, 1562, 729, 1577]
